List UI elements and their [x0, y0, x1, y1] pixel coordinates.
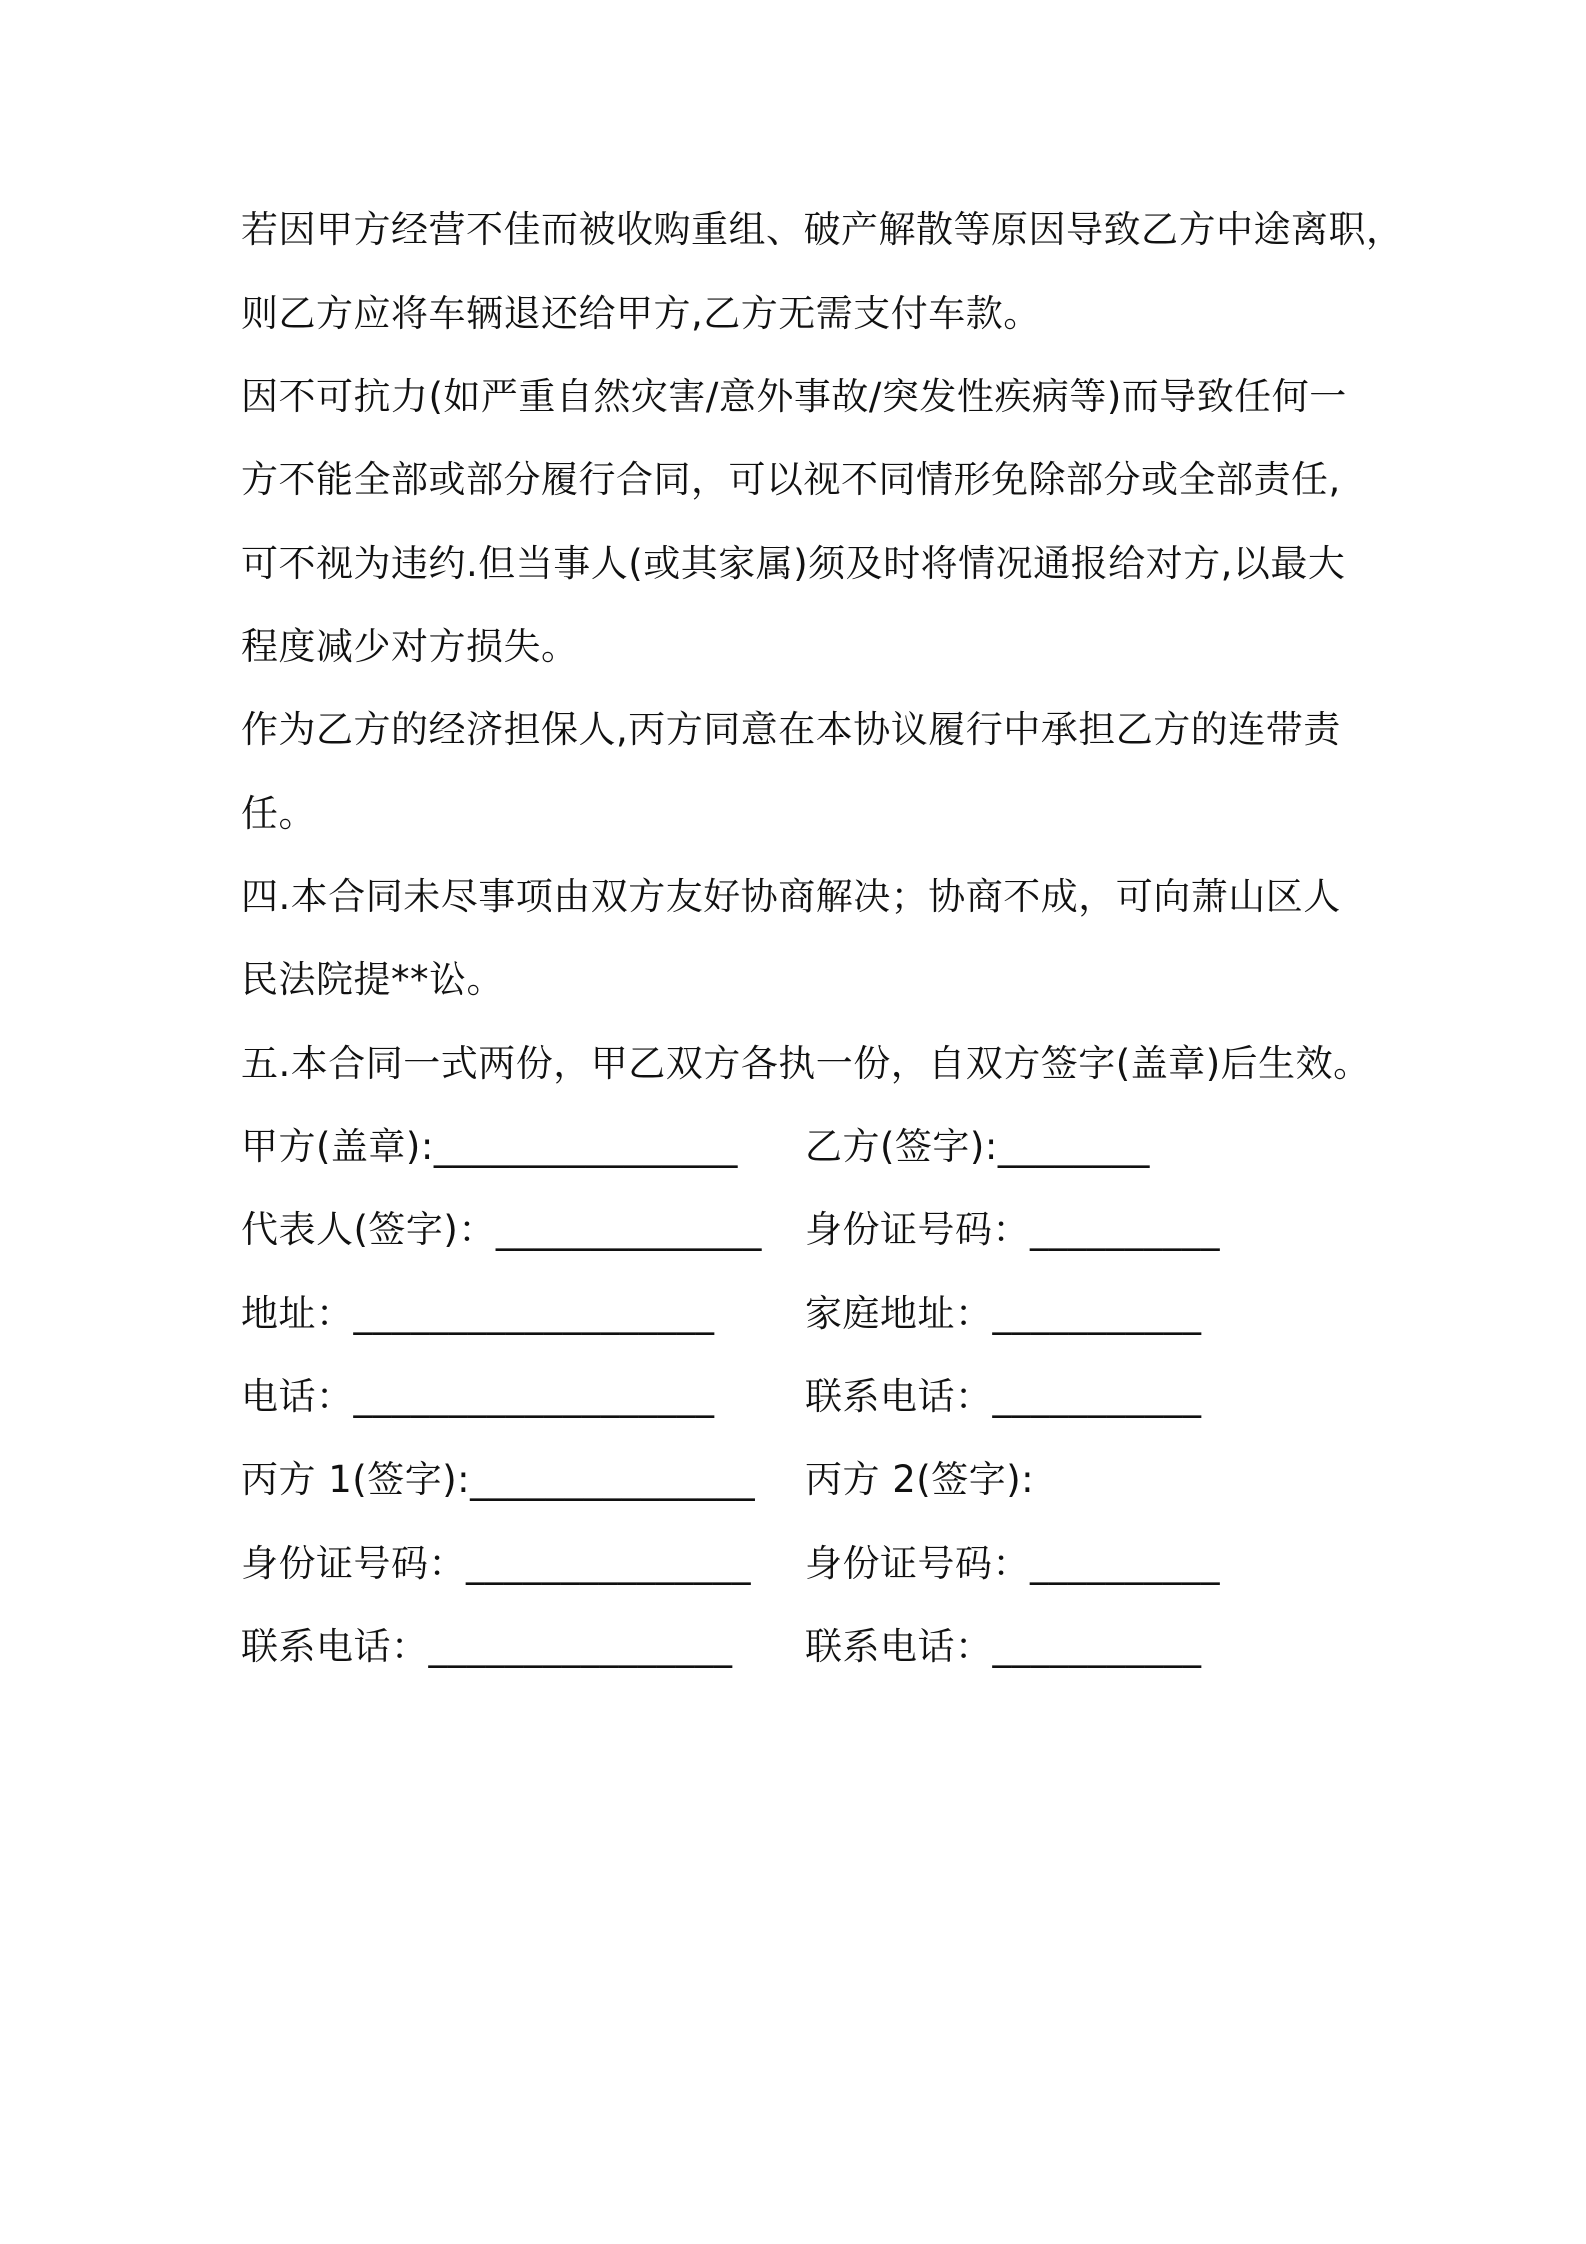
party-b-phone-field: 联系电话：___________ — [805, 1375, 1202, 1418]
party-c2-phone-field: 联系电话：___________ — [805, 1625, 1202, 1668]
paragraph-line: 程度减少对方损失。 — [241, 625, 579, 668]
representative-signature-field: 代表人(签字)：______________ — [241, 1208, 762, 1251]
party-c2-id-number-field: 身份证号码：__________ — [805, 1542, 1220, 1585]
party-b-home-address-field: 家庭地址：___________ — [805, 1292, 1202, 1335]
party-b-signature-field: 乙方(签字):________ — [805, 1125, 1150, 1168]
paragraph-line: 任。 — [241, 792, 316, 835]
paragraph-line: 若因甲方经营不佳而被收购重组、破产解散等原因导致乙方中途离职， — [241, 208, 1404, 251]
paragraph-line: 作为乙方的经济担保人,丙方同意在本协议履行中承担乙方的连带责 — [241, 708, 1341, 751]
party-c2-signature-field: 丙方 2(签字): — [805, 1458, 1035, 1501]
paragraph-line: 可不视为违约.但当事人(或其家属)须及时将情况通报给对方,以最大 — [241, 542, 1346, 585]
paragraph-line: 方不能全部或部分履行合同，可以视不同情形免除部分或全部责任, — [241, 458, 1341, 501]
party-b-id-number-field: 身份证号码：__________ — [805, 1208, 1220, 1251]
party-c1-signature-field: 丙方 1(签字):_______________ — [241, 1458, 756, 1501]
paragraph-line: 因不可抗力(如严重自然灾害/意外事故/突发性疾病等)而导致任何一 — [241, 375, 1347, 418]
party-a-address-field: 地址：___________________ — [241, 1292, 715, 1335]
paragraph-line: 民法院提**讼。 — [241, 958, 504, 1001]
party-c1-id-number-field: 身份证号码：_______________ — [241, 1542, 751, 1585]
party-a-phone-field: 电话：___________________ — [241, 1375, 715, 1418]
paragraph-line: 则乙方应将车辆退还给甲方,乙方无需支付车款。 — [241, 292, 1041, 335]
paragraph-line: 五.本合同一式两份，甲乙双方各执一份，自双方签字(盖章)后生效。 — [241, 1042, 1371, 1085]
party-c1-phone-field: 联系电话：________________ — [241, 1625, 733, 1668]
paragraph-line: 四.本合同未尽事项由双方友好协商解决；协商不成，可向萧山区人 — [241, 875, 1341, 918]
party-a-seal-field: 甲方(盖章):________________ — [241, 1125, 738, 1168]
